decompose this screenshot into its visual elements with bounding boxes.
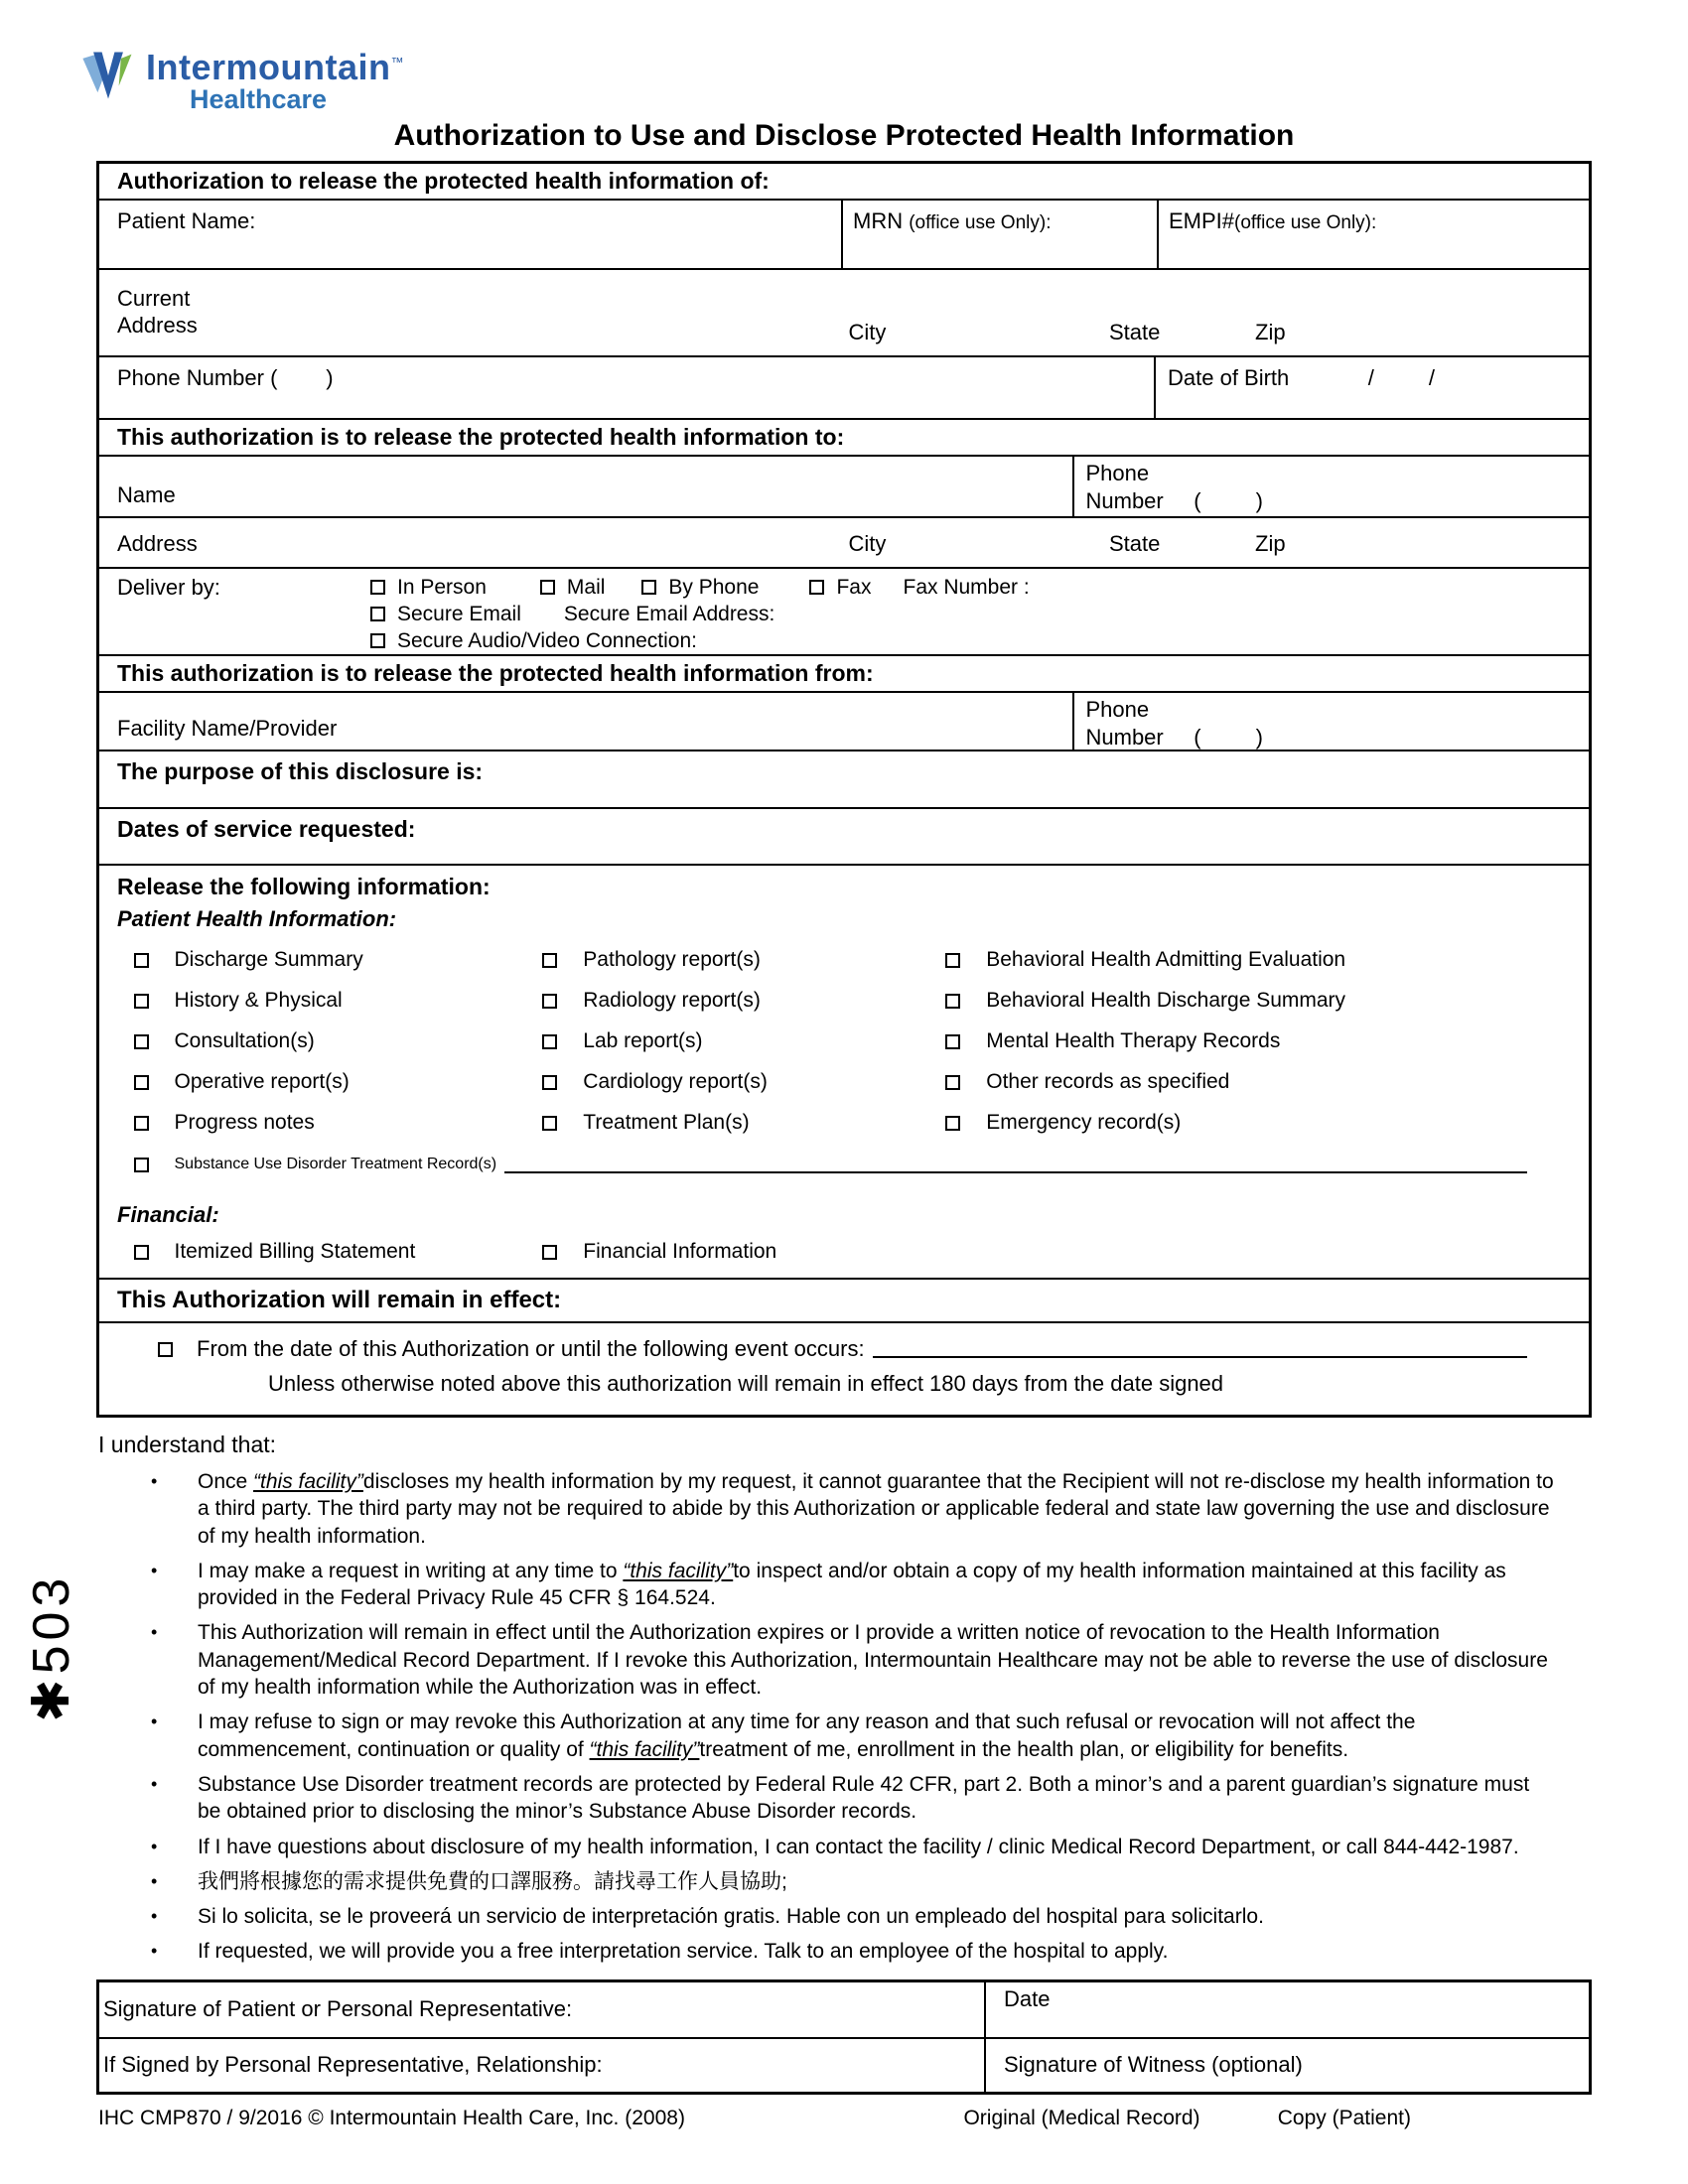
bullet-icon: •	[151, 1622, 158, 1643]
deliver-by-line1	[117, 574, 1589, 601]
signature-table	[96, 1979, 1592, 2095]
recipient-name-field[interactable]	[99, 457, 1072, 516]
checkbox-label-behavioral-health-admitting-evaluation: Behavioral Health Admitting Evaluation	[986, 948, 1346, 971]
patient-name-field[interactable]	[99, 201, 841, 268]
dates-of-service-header: Dates of service requested:	[117, 816, 416, 842]
empi-label-small: (office use Only):	[1234, 212, 1377, 233]
patient-phone-field[interactable]	[99, 357, 1154, 418]
side-form-code: ✱503	[23, 1572, 80, 1722]
checkbox-label-cardiology-report-s: Cardiology report(s)	[583, 1070, 768, 1093]
checkbox-secure-audio-video[interactable]	[370, 633, 385, 648]
facility-name-field[interactable]	[99, 693, 1072, 750]
witness-signature-field[interactable]	[984, 2037, 1589, 2092]
bullet-icon: •	[151, 1941, 158, 1962]
bullet-icon: •	[151, 1711, 158, 1732]
bullet-text-segment: This Authorization will remain in effect until the Authorization expires or I provide a written notice of revocation to the Health Information Management/Medical Record Department. If I revoke this Authorization, Intermountain Healthcare may not be able to reverse the use of disclosure of my health information while the Authorization was in effect.	[198, 1621, 1548, 1700]
bullet-text	[198, 1903, 1558, 1930]
checkbox-itemized-billing-statement[interactable]	[134, 1245, 149, 1260]
checkbox-label-itemized-billing-statement: Itemized Billing Statement	[174, 1240, 416, 1263]
recipient-name-label: Name	[117, 482, 176, 507]
bullet-icon: •	[151, 1906, 158, 1927]
checkbox-label-mental-health-therapy-records: Mental Health Therapy Records	[986, 1029, 1281, 1052]
bullet-text	[198, 1468, 1558, 1550]
effect-body	[99, 1323, 1589, 1415]
recipient-city-label: City	[848, 531, 887, 556]
checkbox-item-radiology-report-s	[542, 987, 945, 1015]
section-header-release-from-text: This authorization is to release the protected health information from:	[117, 660, 874, 686]
deliver-by-line2	[370, 601, 1589, 627]
checkbox-treatment-plan-s[interactable]	[542, 1116, 557, 1131]
phone-dob-row	[99, 357, 1589, 420]
section-header-release-of-text: Authorization to release the protected health information of:	[117, 168, 770, 194]
checkbox-consultation-s[interactable]	[134, 1034, 149, 1049]
effect-event-fill-line[interactable]	[873, 1356, 1527, 1358]
form-table	[96, 161, 1592, 1418]
empi-field[interactable]	[1157, 201, 1589, 268]
bullet-text-segment: I may refuse to sign or may revoke this Authorization at any time for any reason and that such refusal or revocation will not affect the commencement, continuation or quality of	[198, 1710, 1416, 1761]
substance-use-line	[99, 1151, 1589, 1178]
signature-patient-label: Signature of Patient or Personal Representative:	[103, 1996, 573, 2022]
checkbox-in-person[interactable]	[370, 580, 385, 595]
logo-text	[146, 44, 404, 113]
bullet-text-segment: I may make a request in writing at any time to	[198, 1559, 624, 1582]
secure-email-address-label: Secure Email Address:	[563, 602, 775, 625]
checkbox-label-mail: Mail	[566, 575, 606, 599]
checkbox-label-operative-report-s: Operative report(s)	[174, 1070, 350, 1093]
understand-bullet-5	[96, 1771, 1592, 1826]
checkbox-item-lab-report-s	[542, 1027, 945, 1055]
bullet-text	[198, 1868, 1558, 1895]
recipient-name-row	[99, 457, 1589, 518]
checkbox-financial-information[interactable]	[542, 1245, 557, 1260]
checkbox-label-history-physical: History & Physical	[174, 989, 343, 1012]
checkbox-item-behavioral-health-admitting-evaluation	[945, 946, 1589, 974]
checkbox-label-by-phone: By Phone	[668, 575, 760, 599]
current-address-label	[117, 286, 198, 340]
patient-name-label: Patient Name:	[117, 208, 256, 233]
checkbox-mail[interactable]	[540, 580, 555, 595]
current-label: Current	[117, 286, 191, 311]
purpose-field[interactable]	[99, 751, 1589, 809]
checkbox-item-secure-email	[370, 601, 521, 628]
checkbox-label-financial-information: Financial Information	[583, 1240, 777, 1263]
checkbox-item-operative-report-s	[134, 1068, 543, 1096]
bullet-text	[198, 1558, 1558, 1612]
city-label: City	[848, 320, 887, 344]
checkbox-item-behavioral-health-discharge-summary	[945, 987, 1589, 1015]
checkbox-label-treatment-plan-s: Treatment Plan(s)	[583, 1111, 750, 1134]
checkbox-label-radiology-report-s: Radiology report(s)	[583, 989, 761, 1012]
bullet-text-segment: treatment of me, enrollment in the health plan, or eligibility for benefits.	[699, 1737, 1349, 1761]
patient-info-row	[99, 201, 1589, 270]
understand-bullet-3	[96, 1619, 1592, 1701]
bullet-icon: •	[151, 1471, 158, 1491]
logo-subname: Healthcare	[190, 83, 328, 114]
release-information-section	[99, 866, 1589, 1280]
bullet-text-segment: to inspect and/or obtain a copy of my health information maintained at this facility as provided in the Federal Privacy Rule 45 CFR § 164.524.	[198, 1559, 1506, 1610]
deliver-by-label: Deliver by:	[117, 574, 220, 600]
checkbox-other-records-as-specified[interactable]	[945, 1075, 960, 1090]
substance-use-fill-line[interactable]	[504, 1171, 1527, 1173]
empi-label: EMPI#	[1169, 208, 1235, 233]
witness-signature-label: Signature of Witness (optional)	[1004, 2052, 1303, 2078]
bullet-text	[198, 1708, 1558, 1763]
trademark-symbol: ™	[390, 55, 404, 69]
recipient-state-label: State	[1109, 531, 1161, 556]
understand-bullet-8	[96, 1903, 1592, 1930]
checkbox-pathology-report-s[interactable]	[542, 953, 557, 968]
section-header-release-of	[99, 164, 1589, 201]
bullet-icon: •	[151, 1836, 158, 1856]
checkbox-item-pathology-report-s	[542, 946, 945, 974]
checkbox-operative-report-s[interactable]	[134, 1075, 149, 1090]
understand-bullet-7	[96, 1868, 1592, 1895]
release-info-header: Release the following information:	[117, 874, 491, 899]
facility-row	[99, 693, 1589, 751]
checkbox-emergency-record-s[interactable]	[945, 1116, 960, 1131]
checkbox-label-effect-until-event: From the date of this Authorization or until the following event occurs:	[197, 1336, 865, 1361]
form-title: Authorization to Use and Disclose Protected Health Information	[393, 119, 1295, 152]
mrn-label: MRN	[853, 208, 910, 233]
facility-phone-field[interactable]	[1072, 693, 1590, 750]
checkbox-item-financial-information	[542, 1238, 1589, 1266]
logo-name-text: Intermountain	[146, 47, 391, 87]
bullet-icon: •	[151, 1773, 158, 1794]
checkbox-item-fax	[809, 574, 871, 602]
checkbox-fax[interactable]	[809, 580, 824, 595]
understand-bullet-2	[96, 1558, 1592, 1612]
checkbox-label-secure-audio-video: Secure Audio/Video Connection:	[397, 628, 697, 652]
checkbox-item-in-person	[370, 574, 487, 602]
footer-original-copy: Original (Medical Record)	[963, 2106, 1200, 2129]
checkbox-label-progress-notes: Progress notes	[174, 1111, 315, 1134]
checkbox-item-treatment-plan-s	[542, 1109, 945, 1137]
checkbox-item-progress-notes	[134, 1109, 543, 1137]
checkbox-item-itemized-billing-statement	[134, 1238, 543, 1266]
representative-relationship-label: If Signed by Personal Representative, Relationship:	[103, 2052, 603, 2078]
checkbox-item-discharge-summary	[134, 946, 543, 974]
form-footer	[96, 2103, 1592, 2134]
effect-option-line	[99, 1335, 1589, 1363]
address-label: Address	[117, 312, 198, 338]
financial-checkbox-row	[99, 1238, 1589, 1266]
checkbox-lab-report-s[interactable]	[542, 1034, 557, 1049]
facility-phone-label-line1: Phone	[1085, 697, 1150, 722]
financial-heading: Financial:	[117, 1202, 219, 1227]
footer-patient-copy: Copy (Patient)	[1277, 2106, 1411, 2129]
representative-relationship-field[interactable]	[99, 2037, 984, 2092]
checkbox-label-secure-email: Secure Email	[397, 602, 521, 625]
phone-number-label: Phone Number ( )	[117, 365, 334, 390]
deliver-by-row	[99, 569, 1589, 656]
checkbox-label-emergency-record-s: Emergency record(s)	[986, 1111, 1182, 1134]
bullet-text	[198, 1619, 1558, 1701]
checkbox-label-pathology-report-s: Pathology report(s)	[583, 948, 761, 971]
bullet-text-segment: Si lo solicita, se le proveerá un servicio de interpretación gratis. Hable con un empleado del hospital para solicitarlo.	[198, 1905, 1264, 1929]
checkbox-item-mail	[540, 574, 606, 602]
section-header-release-to	[99, 420, 1589, 457]
deliver-options	[370, 574, 904, 602]
fax-number-label: Fax Number :	[903, 575, 1030, 599]
bullet-text-segment: 我們將根據您的需求提供免費的口譯服務。請找尋工作人員協助;	[198, 1869, 787, 1893]
recipient-address-label: Address	[117, 531, 198, 556]
checkbox-item-consultation-s	[134, 1027, 543, 1055]
bullet-text-segment: Substance Use Disorder treatment records are protected by Federal Rule 42 CFR, part 2. Both a minor’s and a parent guardian’s signature must be obtained prior to disclosing the minor’s Substance Abuse Disorder records.	[198, 1772, 1530, 1824]
phi-checkbox-grid	[99, 946, 1589, 1137]
deliver-by-line3	[370, 627, 1589, 654]
checkbox-label-behavioral-health-discharge-summary: Behavioral Health Discharge Summary	[986, 989, 1346, 1012]
checkbox-mental-health-therapy-records[interactable]	[945, 1034, 960, 1049]
this-facility-emphasis: “this facility”	[253, 1470, 363, 1493]
recipient-phone-label-line1: Phone	[1085, 461, 1150, 485]
this-facility-emphasis: “this facility”	[623, 1559, 734, 1582]
section-header-effect-text: This Authorization will remain in effect:	[117, 1287, 562, 1313]
checkbox-effect-until-event[interactable]	[158, 1342, 173, 1357]
checkbox-item-emergency-record-s	[945, 1109, 1589, 1137]
facility-name-label: Facility Name/Provider	[117, 716, 338, 741]
intermountain-logo	[76, 44, 1592, 113]
bullet-text	[198, 1834, 1558, 1860]
signature-patient-field[interactable]	[99, 1982, 984, 2037]
effect-note: Unless otherwise noted above this authorization will remain in effect 180 days from the date signed	[268, 1371, 1224, 1396]
signature-date-label: Date	[1004, 1985, 1051, 2011]
checkbox-item-secure-av	[370, 627, 697, 655]
checkbox-label-consultation-s: Consultation(s)	[174, 1029, 315, 1052]
understand-bullet-1	[96, 1468, 1592, 1550]
understand-bullet-9	[96, 1938, 1592, 1965]
checkbox-item-history-physical	[134, 987, 543, 1015]
recipient-phone-label-line2: Number ( )	[1085, 487, 1263, 513]
checkbox-label-discharge-summary: Discharge Summary	[174, 948, 363, 971]
bullet-icon: •	[151, 1870, 158, 1891]
mrn-field[interactable]	[841, 201, 1157, 268]
understand-heading: I understand that:	[98, 1432, 277, 1457]
logo-name	[146, 47, 404, 87]
bullet-text-segment: discloses my health information by my request, it cannot guarantee that the Recipient will not re-disclose my health information to a third party. The third party may not be required to abide by this Authorization or applicable federal and state law governing the use and disclosure of my health information.	[198, 1470, 1554, 1548]
patient-health-info-heading: Patient Health Information:	[117, 906, 397, 931]
current-address-field[interactable]	[99, 270, 1589, 357]
signature-date-field[interactable]	[984, 1982, 1589, 2037]
checkbox-label-substance-use-disorder: Substance Use Disorder Treatment Record(s)	[174, 1156, 497, 1172]
understand-bullet-6	[96, 1834, 1592, 1860]
bullet-text-segment: Once	[198, 1470, 254, 1493]
checkbox-label-other-records-as-specified: Other records as specified	[986, 1070, 1230, 1093]
checkbox-radiology-report-s[interactable]	[542, 994, 557, 1009]
facility-phone-label-line2: Number ( )	[1085, 724, 1263, 750]
checkbox-by-phone[interactable]	[641, 580, 656, 595]
bullet-text	[198, 1771, 1558, 1826]
recipient-address-field[interactable]	[99, 518, 1589, 569]
section-header-release-to-text: This authorization is to release the protected health information to:	[117, 424, 845, 450]
checkbox-progress-notes[interactable]	[134, 1116, 149, 1131]
bullet-text	[198, 1938, 1558, 1965]
footer-form-number: IHC CMP870 / 9/2016 © Intermountain Health Care, Inc. (2008)	[98, 2106, 685, 2129]
dates-of-service-field[interactable]	[99, 809, 1589, 866]
checkbox-behavioral-health-admitting-evaluation[interactable]	[945, 953, 960, 968]
logo-icon	[76, 44, 140, 107]
date-of-birth-field[interactable]	[1154, 357, 1589, 418]
recipient-phone-field[interactable]	[1072, 457, 1590, 516]
checkbox-behavioral-health-discharge-summary[interactable]	[945, 994, 960, 1009]
mrn-label-small: (office use Only):	[909, 212, 1052, 233]
checkbox-item-mental-health-therapy-records	[945, 1027, 1589, 1055]
zip-label: Zip	[1255, 320, 1286, 344]
section-header-release-from	[99, 656, 1589, 693]
section-header-effect	[99, 1280, 1589, 1323]
bullet-icon: •	[151, 1560, 158, 1580]
checkbox-label-fax: Fax	[836, 575, 872, 599]
understand-bullet-list	[96, 1468, 1592, 1966]
checkbox-item-other-records-as-specified	[945, 1068, 1589, 1096]
state-label: State	[1109, 320, 1161, 344]
checkbox-item-cardiology-report-s	[542, 1068, 945, 1096]
checkbox-substance-use-disorder[interactable]	[134, 1158, 149, 1172]
understand-bullet-4	[96, 1708, 1592, 1763]
checkbox-label-in-person: In Person	[397, 575, 487, 599]
purpose-header: The purpose of this disclosure is:	[117, 758, 484, 784]
checkbox-secure-email[interactable]	[370, 607, 385, 621]
checkbox-discharge-summary[interactable]	[134, 953, 149, 968]
checkbox-cardiology-report-s[interactable]	[542, 1075, 557, 1090]
bullet-text-segment: If I have questions about disclosure of my health information, I can contact the facility / clinic Medical Record Department, or call 844-442-1987.	[198, 1835, 1519, 1858]
checkbox-label-lab-report-s: Lab report(s)	[583, 1029, 703, 1052]
recipient-zip-label: Zip	[1255, 531, 1286, 556]
bullet-text-segment: If requested, we will provide you a free interpretation service. Talk to an employee of the hospital to apply.	[198, 1940, 1169, 1964]
checkbox-item-by-phone	[641, 574, 759, 602]
this-facility-emphasis: “this facility”	[589, 1737, 700, 1761]
checkbox-history-physical[interactable]	[134, 994, 149, 1009]
date-of-birth-label: Date of Birth / /	[1168, 365, 1435, 390]
